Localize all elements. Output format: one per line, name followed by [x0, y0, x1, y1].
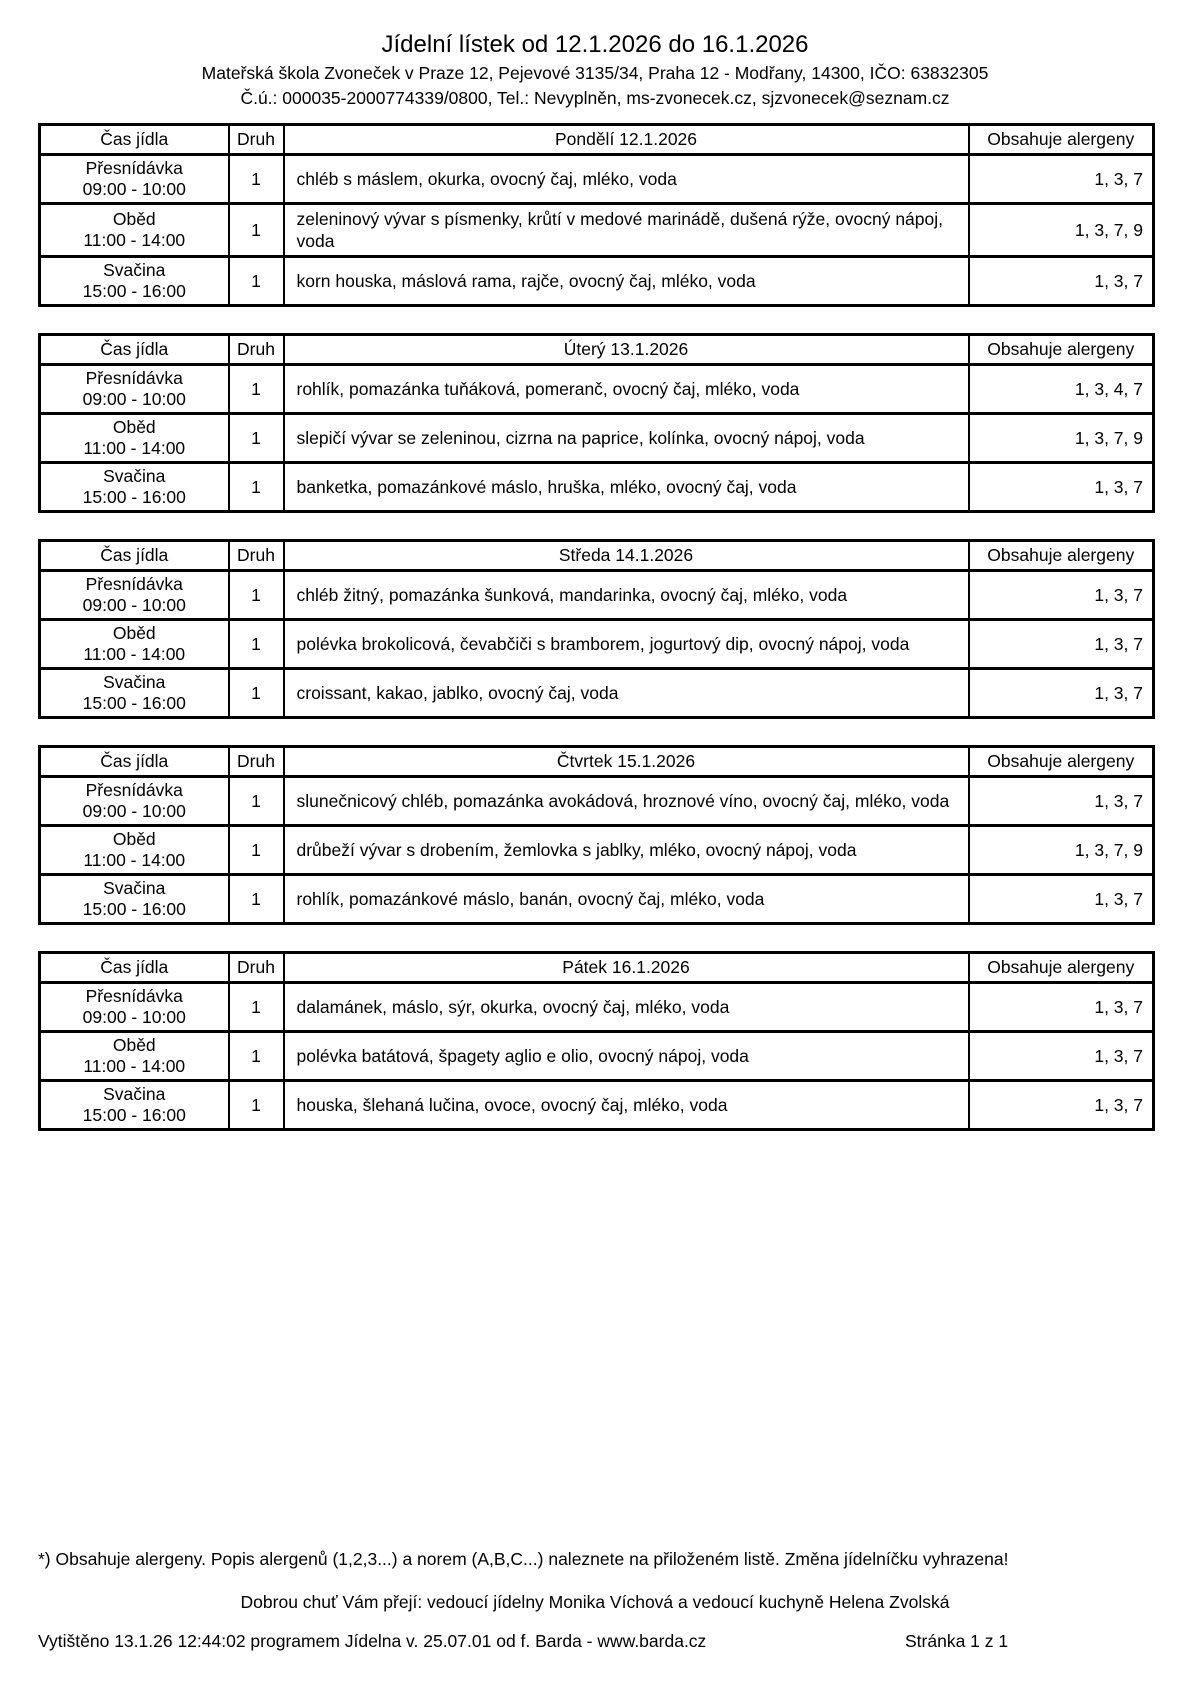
meal-time-cell — [40, 875, 229, 924]
meal-allergens: 1, 3, 7, 9 — [969, 204, 1154, 257]
meal-allergens: 1, 3, 7 — [969, 257, 1154, 306]
meal-allergens: 1, 3, 7 — [969, 875, 1154, 924]
meal-time: 09:00 - 10:00 — [82, 389, 186, 409]
meal-name: Svačina — [103, 260, 166, 280]
meal-name: Svačina — [103, 1084, 166, 1104]
meal-type: 1 — [229, 414, 284, 463]
meal-name: Přesnídávka — [85, 368, 183, 388]
meal-name: Přesnídávka — [85, 986, 183, 1006]
meal-row — [40, 875, 1154, 924]
meal-row — [40, 777, 1154, 826]
day-title: Čtvrtek 15.1.2026 — [284, 747, 969, 777]
meal-time: 11:00 - 14:00 — [83, 438, 186, 458]
meal-description: banketka, pomazánkové máslo, hruška, mléko, ovocný čaj, voda — [284, 463, 969, 512]
meal-allergens: 1, 3, 7 — [969, 620, 1154, 669]
meal-type: 1 — [229, 204, 284, 257]
meal-description: chléb žitný, pomazánka šunková, mandarinka, ovocný čaj, mléko, voda — [284, 571, 969, 620]
col-header-time: Čas jídla — [40, 125, 229, 155]
footer-greeting: Dobrou chuť Vám přejí: vedoucí jídelny Monika Víchová a vedoucí kuchyně Helena Zvolská — [240, 1592, 950, 1612]
meal-time: 15:00 - 16:00 — [82, 281, 186, 301]
meal-description: korn houska, máslová rama, rajče, ovocný čaj, mléko, voda — [284, 257, 969, 306]
col-header-allergens: Obsahuje alergeny — [969, 541, 1154, 571]
meal-description: chléb s máslem, okurka, ovocný čaj, mléko, voda — [284, 155, 969, 204]
meal-time-cell — [40, 365, 229, 414]
meal-type: 1 — [229, 777, 284, 826]
day-title: Pondělí 12.1.2026 — [284, 125, 969, 155]
meal-time: 11:00 - 14:00 — [83, 230, 186, 250]
contact-info: Č.ú.: 000035-2000774339/0800, Tel.: Nevyplněn, ms-zvonecek.cz, sjzvonecek@seznam.cz — [240, 88, 950, 108]
menu-table-friday — [38, 951, 1155, 1131]
meal-name: Oběd — [112, 209, 156, 229]
meal-type: 1 — [229, 1081, 284, 1130]
meal-row — [40, 1081, 1154, 1130]
meal-name: Svačina — [103, 466, 166, 486]
meal-type: 1 — [229, 1032, 284, 1081]
footer-page-number: Stránka 1 z 1 — [905, 1631, 1009, 1651]
meal-time: 11:00 - 14:00 — [83, 850, 186, 870]
document-header — [0, 0, 1190, 110]
table-header-row — [40, 541, 1154, 571]
meal-row — [40, 571, 1154, 620]
meal-description: polévka batátová, špagety aglio e olio, ovocný nápoj, voda — [284, 1032, 969, 1081]
meal-time: 15:00 - 16:00 — [82, 899, 186, 919]
meal-time-cell — [40, 983, 229, 1032]
meal-name: Oběd — [112, 623, 156, 643]
meal-time-cell — [40, 463, 229, 512]
meal-description: rohlík, pomazánka tuňáková, pomeranč, ovocný čaj, mléko, voda — [284, 365, 969, 414]
meal-description: houska, šlehaná lučina, ovoce, ovocný čaj, mléko, voda — [284, 1081, 969, 1130]
meal-description: slunečnicový chléb, pomazánka avokádová, hroznové víno, ovocný čaj, mléko, voda — [284, 777, 969, 826]
school-info: Mateřská škola Zvoneček v Praze 12, Pejevové 3135/34, Praha 12 - Modřany, 14300, IČO: 63832305 — [201, 63, 989, 83]
meal-time: 09:00 - 10:00 — [82, 1007, 186, 1027]
meal-allergens: 1, 3, 7 — [969, 777, 1154, 826]
meal-name: Oběd — [112, 1035, 156, 1055]
meal-name: Oběd — [112, 417, 156, 437]
meal-name: Přesnídávka — [85, 158, 183, 178]
menu-table-wednesday — [38, 539, 1155, 719]
menu-table-monday — [38, 123, 1155, 307]
meal-type: 1 — [229, 365, 284, 414]
table-header-row — [40, 747, 1154, 777]
menu-tables — [38, 123, 1152, 1131]
col-header-type: Druh — [229, 541, 284, 571]
meal-description: dalamánek, máslo, sýr, okurka, ovocný čaj, mléko, voda — [284, 983, 969, 1032]
meal-row — [40, 669, 1154, 718]
col-header-time: Čas jídla — [40, 953, 229, 983]
menu-table-thursday — [38, 745, 1155, 925]
meal-time-cell — [40, 571, 229, 620]
meal-allergens: 1, 3, 7 — [969, 155, 1154, 204]
col-header-type: Druh — [229, 125, 284, 155]
meal-description: croissant, kakao, jablko, ovocný čaj, voda — [284, 669, 969, 718]
footer-printed-info: Vytištěno 13.1.26 12:44:02 programem Jídelna v. 25.07.01 od f. Barda - www.barda.cz — [38, 1631, 707, 1651]
meal-row — [40, 204, 1154, 257]
table-header-row — [40, 125, 1154, 155]
meal-row — [40, 414, 1154, 463]
col-header-type: Druh — [229, 335, 284, 365]
col-header-time: Čas jídla — [40, 747, 229, 777]
meal-row — [40, 1032, 1154, 1081]
day-title: Pátek 16.1.2026 — [284, 953, 969, 983]
meal-time: 15:00 - 16:00 — [82, 1105, 186, 1125]
day-title: Úterý 13.1.2026 — [284, 335, 969, 365]
col-header-allergens: Obsahuje alergeny — [969, 953, 1154, 983]
meal-row — [40, 257, 1154, 306]
meal-description: rohlík, pomazánkové máslo, banán, ovocný čaj, mléko, voda — [284, 875, 969, 924]
meal-row — [40, 463, 1154, 512]
col-header-type: Druh — [229, 747, 284, 777]
meal-row — [40, 983, 1154, 1032]
col-header-time: Čas jídla — [40, 541, 229, 571]
meal-type: 1 — [229, 826, 284, 875]
meal-allergens: 1, 3, 7 — [969, 463, 1154, 512]
meal-type: 1 — [229, 669, 284, 718]
meal-time: 11:00 - 14:00 — [83, 644, 186, 664]
meal-name: Přesnídávka — [85, 780, 183, 800]
meal-time-cell — [40, 155, 229, 204]
table-header-row — [40, 335, 1154, 365]
meal-allergens: 1, 3, 7 — [969, 983, 1154, 1032]
meal-time: 15:00 - 16:00 — [82, 693, 186, 713]
meal-time-cell — [40, 669, 229, 718]
page-title: Jídelní lístek od 12.1.2026 do 16.1.2026 — [381, 31, 809, 58]
meal-allergens: 1, 3, 7 — [969, 669, 1154, 718]
meal-time-cell — [40, 826, 229, 875]
meal-row — [40, 155, 1154, 204]
meal-description: slepičí vývar se zeleninou, cizrna na paprice, kolínka, ovocný nápoj, voda — [284, 414, 969, 463]
meal-type: 1 — [229, 983, 284, 1032]
meal-time: 11:00 - 14:00 — [83, 1056, 186, 1076]
meal-time: 09:00 - 10:00 — [82, 179, 186, 199]
meal-allergens: 1, 3, 7, 9 — [969, 826, 1154, 875]
meal-type: 1 — [229, 571, 284, 620]
meal-row — [40, 365, 1154, 414]
meal-allergens: 1, 3, 7, 9 — [969, 414, 1154, 463]
meal-time-cell — [40, 1081, 229, 1130]
meal-description: polévka brokolicová, čevabčiči s bramborem, jogurtový dip, ovocný nápoj, voda — [284, 620, 969, 669]
meal-name: Přesnídávka — [85, 574, 183, 594]
meal-allergens: 1, 3, 4, 7 — [969, 365, 1154, 414]
meal-name: Oběd — [112, 829, 156, 849]
table-header-row — [40, 953, 1154, 983]
day-title: Středa 14.1.2026 — [284, 541, 969, 571]
col-header-type: Druh — [229, 953, 284, 983]
meal-type: 1 — [229, 620, 284, 669]
col-header-allergens: Obsahuje alergeny — [969, 125, 1154, 155]
meal-time-cell — [40, 620, 229, 669]
footer-allergen-note: *) Obsahuje alergeny. Popis alergenů (1,2,3...) a norem (A,B,C...) naleznete na přiloženém listě. Změna jídelníčku vyhrazena! — [38, 1549, 1009, 1569]
meal-row — [40, 826, 1154, 875]
meal-allergens: 1, 3, 7 — [969, 571, 1154, 620]
meal-time-cell — [40, 257, 229, 306]
meal-type: 1 — [229, 155, 284, 204]
meal-time: 09:00 - 10:00 — [82, 801, 186, 821]
meal-type: 1 — [229, 875, 284, 924]
meal-time: 15:00 - 16:00 — [82, 487, 186, 507]
menu-table-tuesday — [38, 333, 1155, 513]
meal-time-cell — [40, 1032, 229, 1081]
meal-description: zeleninový vývar s písmenky, krůtí v medové marinádě, dušená rýže, ovocný nápoj, voda — [284, 204, 969, 257]
meal-time-cell — [40, 777, 229, 826]
col-header-allergens: Obsahuje alergeny — [969, 747, 1154, 777]
meal-name: Svačina — [103, 878, 166, 898]
col-header-allergens: Obsahuje alergeny — [969, 335, 1154, 365]
meal-time-cell — [40, 204, 229, 257]
meal-row — [40, 620, 1154, 669]
col-header-time: Čas jídla — [40, 335, 229, 365]
meal-time: 09:00 - 10:00 — [82, 595, 186, 615]
meal-type: 1 — [229, 257, 284, 306]
meal-type: 1 — [229, 463, 284, 512]
meal-allergens: 1, 3, 7 — [969, 1032, 1154, 1081]
meal-name: Svačina — [103, 672, 166, 692]
meal-allergens: 1, 3, 7 — [969, 1081, 1154, 1130]
meal-time-cell — [40, 414, 229, 463]
meal-description: drůbeží vývar s drobením, žemlovka s jablky, mléko, ovocný nápoj, voda — [284, 826, 969, 875]
